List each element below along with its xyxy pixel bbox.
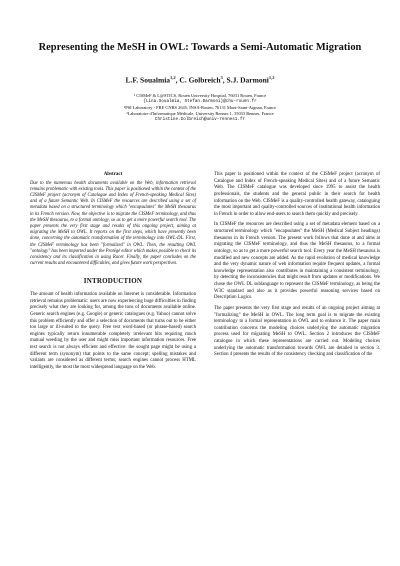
affiliation-line: ³Laboratoire d'Informatique Médicale, University Rennes 1, 35033 Rennes, France bbox=[126, 111, 274, 117]
paragraph: The paper presents the very first stage and results of an ongoing project aiming at "formalizing" the MeSH in OWL. The long term goal is to migrate the existing terminology to a formal representation in OWL and to enhance it. The paper main contribution concerns the modeling choices underlying the automatic migration process used for migrating MeSH to OWL. Section 2 introduces the CISMeF catalogue in which these representations are carried out. Modeling choices underlying the automatic transformation towards OWL are detailed in section 3. Section 4 presents the results of the consistency checking and classification of the bbox=[214, 305, 380, 358]
left-column bbox=[30, 172, 196, 376]
email-line: Christine.Golbreich@univ-rennes1.fr bbox=[154, 117, 246, 123]
author-name: S.J. Darmoni bbox=[226, 75, 269, 85]
author-affiliation-marker: 3 bbox=[220, 75, 223, 80]
abstract-body: Due to the numerous health documents available on the Web, information retrieval remains problematic with existing tools. This paper is positioned within the context of the CISMeF project (acronym of Catalogue and Index of French-speaking Medical Sites) and of a future Semantic Web. In CISMeF the resources are described using a set of metadata based on a structured terminology which "encapsulates" the MeSH thesaurus in its French version. Now, the objective is to migrate the CISMeF terminology, and thus the MeSH thesaurus, to a formal ontology, so as to get a more powerful search tool. The paper presents the very first stage and results of this ongoing project, aiming at migrating the MeSH to OWL. It reports on the first steps, which have presently been done, concerning the automatic transformation of the terminology into OWL-DL. First, the CISMeF terminology has been "formalized" in OWL. Then, the resulting OWL "ontology" has been imported under the Protégé editor which makes possible to check its consistency and its classification in using Racer. Finally, the paper concludes on the current results and encountered difficulties, and gives future work perspectives. bbox=[30, 180, 196, 267]
author-list: L.F. Soualmia$^{1,2}$, C. Golbreich$^3$, S.J. Darmoni$^{1,2}$ bbox=[125, 75, 275, 85]
paragraph: In CISMeF the resources are described using a set of metadata element based on a structured terminology which "encapsulates" the MeSH (Medical Subject headings) thesaurus in its French version. The present work follows that done at and aims at migrating the CISMeF terminology, and thus the MeSH thesaurus, to a formal ontology, so as to get a more powerful search tool. Every year the MeSH thesaurus is modified and new concepts are added. As the rapid evolution of medical knowledge and the very dynamic nature of web information require frequent updates, a formal knowledge representation also contributes in maintaining a consistent terminology, by detecting the inconsistencies that might result from updates or modifications. We chose the OWL DL sublanguage to represent the CISMeF terminology, as being the W3C standard and also as it provides powerful reasoning services based on Description Logics. bbox=[214, 222, 380, 301]
author-affiliation-marker: 1,2 bbox=[268, 75, 275, 80]
paragraph: The amount of health information available on Internet is considerable. Information retrieval remains problematic: users are now experiencing huge difficulties in finding precisely what they are looking for, among the tons of documents available online. Generic search engines (e.g. Google) or generic catalogues (e.g. Yahoo) cannot solve this problem efficiently and offer a selection of documents that turns out to be either too large or ill-suited to the query. Free text word-based (or phrase-based) search engines typically return innumerable completely irrelevant hits requiring much manual weeding by the user and might miss important information resources. Free text search is not always efficient and effective: the sought page might be using a different term (synonym) that points to the same concept; spelling mistakes and variants are considered as different terms; search engines cannot process HTML intelligently, the most the most widespread language on the Web. bbox=[30, 292, 196, 370]
affiliation-line: ¹ CISMeF & L@STICS, Rouen University Hospital, 76031 Rouen, France bbox=[133, 93, 267, 98]
affiliations bbox=[40, 93, 360, 123]
right-column bbox=[214, 172, 380, 363]
author-name: C. Golbreich bbox=[179, 75, 221, 85]
paragraph: This paper is positioned within the context of the CISMeF project (acronym of Catalogue and Index of French-speaking Medical Sites) and of a future Semantic Web. The CISMeF catalogue was developed since 1995 to assist the health professionals, the students and the general public in their search for health information on the Web. CISMeF is a quality-controlled health gateway, cataloguing the most important and quality-controlled sources of institutional health information in French in order to allow end-users to search them quickly and precisely. bbox=[214, 172, 380, 217]
section-heading-introduction: INTRODUCTION bbox=[83, 277, 143, 286]
email-line: {Lina.Soualmia, Stefan.Darmoni}@chu-rouen.fr bbox=[143, 99, 257, 105]
author-name: L.F. Soualmia bbox=[125, 75, 171, 85]
affiliation-line: ²PSI Laboratory - FRE CNRS 2645, INSA-Rouen, 76131 Mont-Saint-Aignan, France bbox=[123, 105, 277, 111]
paper-title: Representing the MeSH in OWL: Towards a Semi-Automatic Migration bbox=[38, 42, 362, 53]
abstract-heading: Abstract bbox=[103, 172, 123, 177]
author-affiliation-marker: 1,2 bbox=[170, 75, 176, 80]
